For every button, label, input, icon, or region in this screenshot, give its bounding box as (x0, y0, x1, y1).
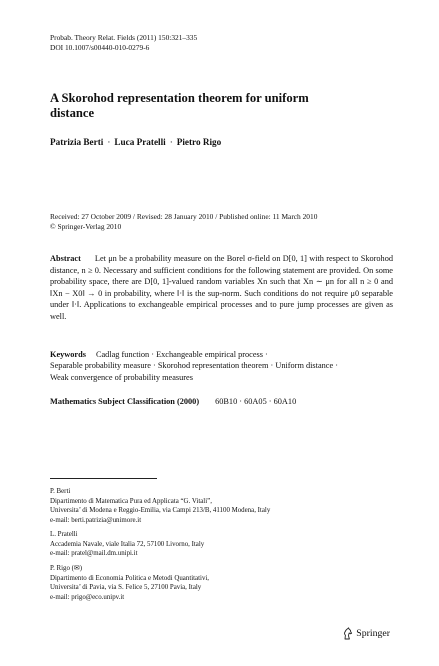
paper-title (50, 91, 390, 121)
keywords (50, 349, 393, 383)
affiliation-berti (50, 487, 270, 525)
subject-classification (50, 397, 296, 406)
publication-history (50, 212, 317, 232)
affiliation-email: e-mail: prigo@eco.unipv.it (50, 593, 125, 601)
abstract-text: Let μn be a probability measure on the Borel σ-field on D[0, 1] with respect to Skorohod distance, n ≥ 0. Necessary and sufficient conditions for the following statement are provided. On some probability space, there are D[0, 1]-valued random variables Xn such that Xn ∼ μn for all n ≥ 0 and ‖Xn − X0‖ → 0 in probability, where ‖·‖ is the sup-norm. Such conditions do not require μ0 separable under ‖·‖. Applications to exchangeable empirical processes and to pure jump processes are given as well. (50, 254, 393, 321)
keywords-line-3: Weak convergence of probability measures (50, 372, 193, 382)
author-name: Luca Pratelli (114, 137, 166, 147)
abstract (50, 253, 393, 323)
journal-citation: Probab. Theory Relat. Fields (2011) 150:321–335 (50, 33, 198, 42)
journal-header (50, 33, 197, 52)
author-separator: · (107, 137, 111, 147)
author-name: Patrizia Berti (50, 137, 104, 147)
publisher-logo (342, 627, 390, 640)
copyright-line: © Springer-Verlag 2010 (50, 222, 122, 231)
msc-codes: 60B10 · 60A05 · 60A10 (215, 397, 297, 406)
keywords-line-1: Cadlag function · Exchangeable empirical process · (95, 350, 268, 359)
author-list (50, 137, 221, 147)
author-separator: · (169, 137, 173, 147)
publisher-name: Springer (356, 628, 390, 639)
paper-title-line-2: distance (50, 106, 95, 120)
author-name: Pietro Rigo (176, 137, 222, 147)
footnote-rule (50, 478, 157, 479)
affiliation-line: Accademia Navale, viale Italia 72, 57100 Livorno, Italy (50, 540, 205, 548)
affiliation-name: P. Berti (50, 488, 71, 495)
msc-label: Mathematics Subject Classification (2000) (50, 397, 200, 406)
journal-doi: DOI 10.1007/s00440-010-0279-6 (50, 42, 150, 52)
affiliation-line: Dipartimento di Economia Politica e Metodi Quantitativi, (50, 574, 210, 582)
affiliation-line: Universita’ di Pavia, via S. Felice 5, 27100 Pavia, Italy (50, 584, 202, 591)
affiliation-name: L. Pratelli (50, 531, 78, 538)
affiliation-line: Dipartimento di Matematica Pura ed Applicata “G. Vitali”, (50, 497, 212, 505)
springer-horse-icon (342, 627, 353, 640)
affiliation-line: Universita’ di Modena e Reggio-Emilia, via Campi 213/B, 41100 Modena, Italy (50, 507, 271, 514)
affiliation-rigo (50, 564, 209, 602)
received-dates: Received: 27 October 2009 / Revised: 28 January 2010 / Published online: 11 March 2010 (50, 212, 318, 221)
affiliation-email: e-mail: pratel@mail.dm.unipi.it (50, 550, 138, 557)
paper-title-line-1: A Skorohod representation theorem for uniform (50, 91, 309, 105)
keywords-line-2: Separable probability measure · Skorohod representation theorem · Uniform distance · (50, 361, 338, 371)
abstract-label: Abstract (50, 254, 81, 263)
affiliation-pratelli (50, 530, 204, 559)
keywords-label: Keywords (50, 350, 86, 359)
affiliation-email: e-mail: berti.patrizia@unimore.it (50, 516, 142, 524)
affiliation-name: P. Rigo (✉) (50, 565, 82, 572)
